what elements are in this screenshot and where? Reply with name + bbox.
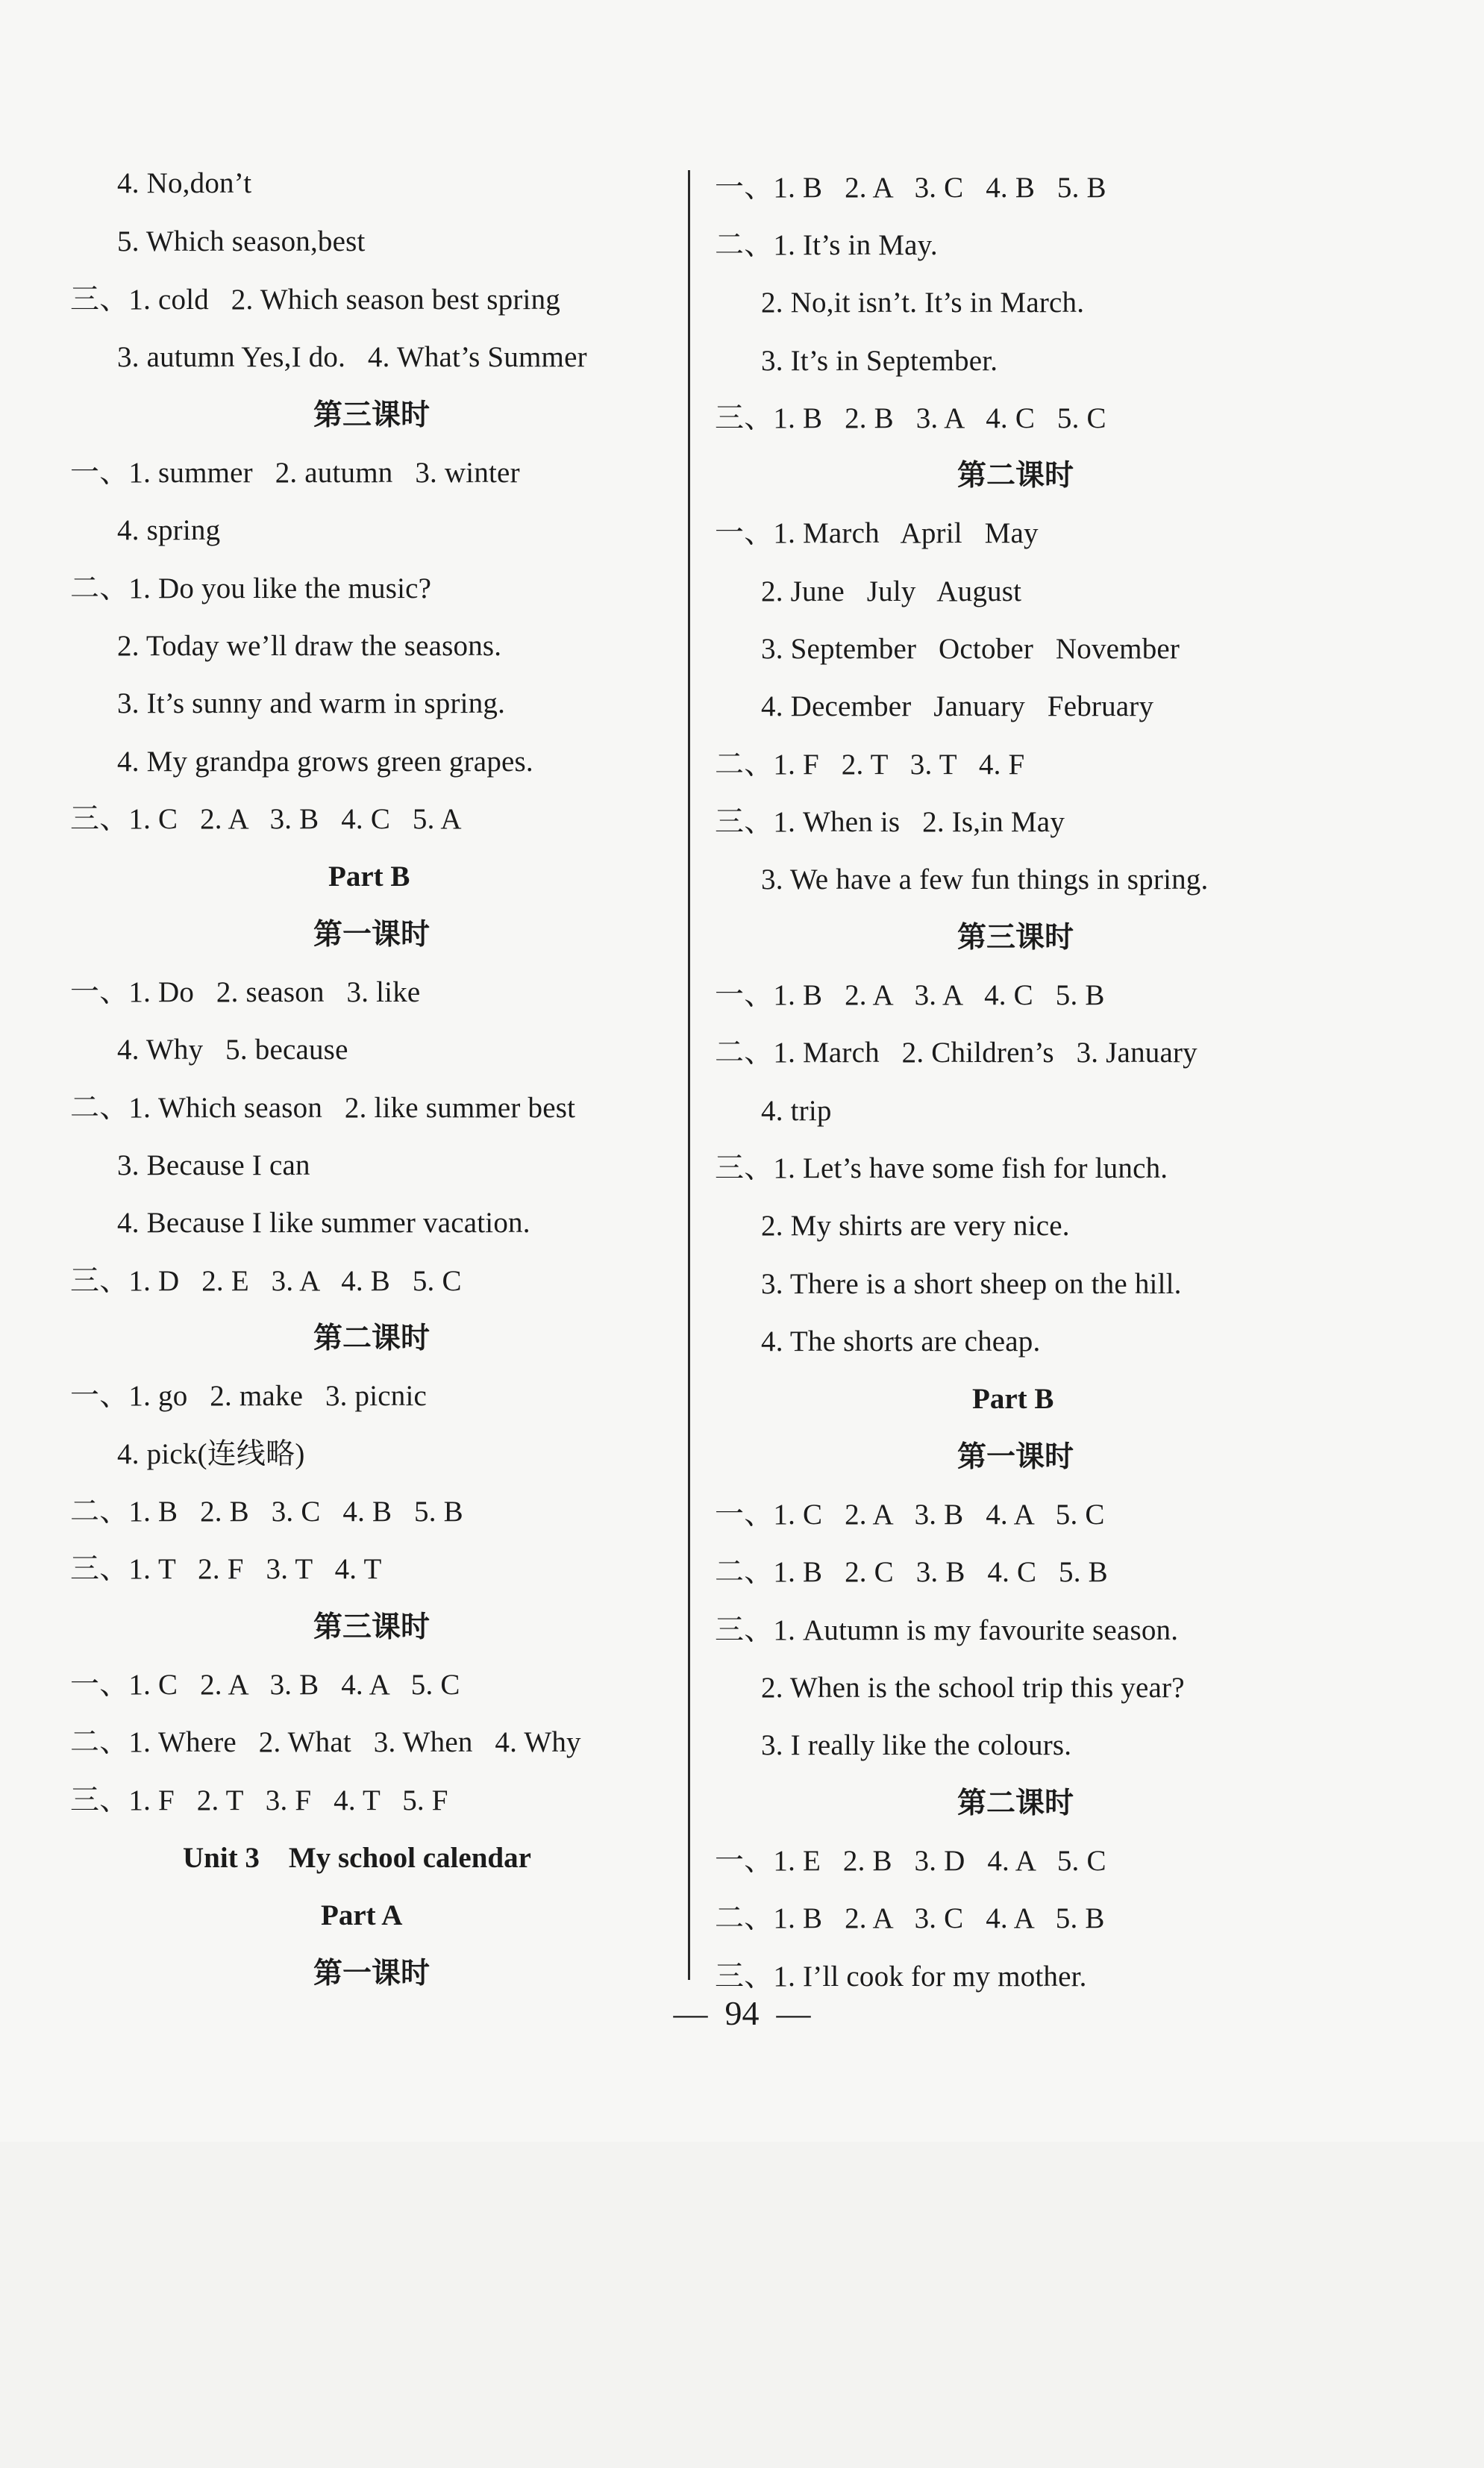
section-heading: 第二课时 xyxy=(313,1322,431,1355)
section-heading: 第二课时 xyxy=(957,1787,1074,1820)
column-divider xyxy=(688,170,690,1980)
part-heading: Part B xyxy=(972,1383,1054,1415)
answer-line: 一、1. B 2. A 3. C 4. B 5. B xyxy=(715,172,1106,204)
answer-line: 三、1. F 2. T 3. F 4. T 5. F xyxy=(70,1784,448,1816)
answer-line: 4. Why 5. because xyxy=(117,1034,348,1066)
answer-line: 2. My shirts are very nice. xyxy=(761,1210,1070,1242)
answer-line: 3. September October November xyxy=(761,633,1180,665)
answer-line: 二、1. B 2. B 3. C 4. B 5. B xyxy=(70,1496,463,1528)
answer-line: 4. trip xyxy=(761,1095,832,1127)
answer-line: 二、1. B 2. A 3. C 4. A 5. B xyxy=(715,1902,1105,1934)
answer-line: 3. autumn Yes,I do. 4. What’s Summer xyxy=(117,341,587,373)
answer-line: 3. There is a short sheep on the hill. xyxy=(761,1268,1182,1300)
section-heading: 第二课时 xyxy=(957,459,1074,493)
answer-line: 一、1. C 2. A 3. B 4. A 5. C xyxy=(715,1499,1105,1531)
answer-line: 3. We have a few fun things in spring. xyxy=(761,863,1209,896)
answer-line: 三、1. D 2. E 3. A 4. B 5. C xyxy=(70,1265,462,1297)
answer-line: 二、1. B 2. C 3. B 4. C 5. B xyxy=(715,1556,1108,1588)
answer-line: 三、1. C 2. A 3. B 4. C 5. A xyxy=(70,803,462,835)
answer-line: 4. spring xyxy=(117,514,221,546)
answer-line: 二、1. It’s in May. xyxy=(715,229,938,261)
answer-line: 2. Today we’ll draw the seasons. xyxy=(117,630,502,662)
answer-line: 二、1. Which season 2. like summer best xyxy=(70,1092,576,1124)
answer-line: 3. It’s in September. xyxy=(761,345,998,377)
answer-line: 2. June July August xyxy=(761,575,1022,607)
answer-line: 三、1. B 2. B 3. A 4. C 5. C xyxy=(715,402,1106,434)
answer-line: 4. My grandpa grows green grapes. xyxy=(117,746,533,778)
section-heading: 第一课时 xyxy=(313,918,431,952)
answer-line: 5. Which season,best xyxy=(117,225,366,257)
section-heading: 第一课时 xyxy=(313,1957,431,1990)
answer-line: 二、1. Do you like the music? xyxy=(70,572,432,604)
section-heading: 第一课时 xyxy=(957,1440,1074,1474)
answer-line: 一、1. March April May xyxy=(715,517,1039,549)
answer-line: 三、1. T 2. F 3. T 4. T xyxy=(70,1553,382,1585)
answer-line: 4. Because I like summer vacation. xyxy=(117,1207,530,1239)
answer-line: 一、1. C 2. A 3. B 4. A 5. C xyxy=(70,1669,460,1701)
answer-line: 一、1. summer 2. autumn 3. winter xyxy=(70,457,520,489)
section-heading: 第三课时 xyxy=(313,1611,431,1644)
answer-line: 三、1. Autumn is my favourite season. xyxy=(715,1614,1179,1646)
answer-line: 三、1. I’ll cook for my mother. xyxy=(715,1961,1087,1993)
section-heading: 第三课时 xyxy=(313,399,431,432)
part-heading: Part A xyxy=(321,1899,403,1931)
answer-line: 3. I really like the colours. xyxy=(761,1729,1072,1761)
answer-line: 2. When is the school trip this year? xyxy=(761,1672,1185,1704)
answer-line: 4. No,don’t xyxy=(117,167,252,199)
answer-line: 一、1. Do 2. season 3. like xyxy=(70,976,421,1008)
answer-line: 一、1. go 2. make 3. picnic xyxy=(70,1380,428,1412)
answer-line: 4. The shorts are cheap. xyxy=(761,1325,1041,1358)
answer-line: 三、1. When is 2. Is,in May xyxy=(715,806,1065,838)
unit-heading: Unit 3 My school calendar xyxy=(183,1842,531,1874)
answer-line: 2. No,it isn’t. It’s in March. xyxy=(761,287,1085,319)
answer-line: 3. It’s sunny and warm in spring. xyxy=(117,687,506,719)
answer-line: 二、1. Where 2. What 3. When 4. Why xyxy=(70,1726,581,1758)
answer-line: 3. Because I can xyxy=(117,1149,310,1181)
answer-line: 4. pick(连线略) xyxy=(117,1438,305,1470)
answer-line: 二、1. March 2. Children’s 3. January xyxy=(715,1037,1197,1069)
answer-line: 一、1. B 2. A 3. A 4. C 5. B xyxy=(715,979,1105,1011)
page-number: — 94 — xyxy=(673,1994,811,2032)
answer-line: 二、1. F 2. T 3. T 4. F xyxy=(715,749,1025,781)
section-heading: 第三课时 xyxy=(957,921,1074,955)
answer-line: 一、1. E 2. B 3. D 4. A 5. C xyxy=(715,1845,1106,1877)
answer-line: 4. December January February xyxy=(761,690,1154,722)
part-heading: Part B xyxy=(328,860,410,893)
answer-line: 三、1. cold 2. Which season best spring xyxy=(70,284,560,316)
answer-line: 三、1. Let’s have some fish for lunch. xyxy=(715,1152,1168,1184)
